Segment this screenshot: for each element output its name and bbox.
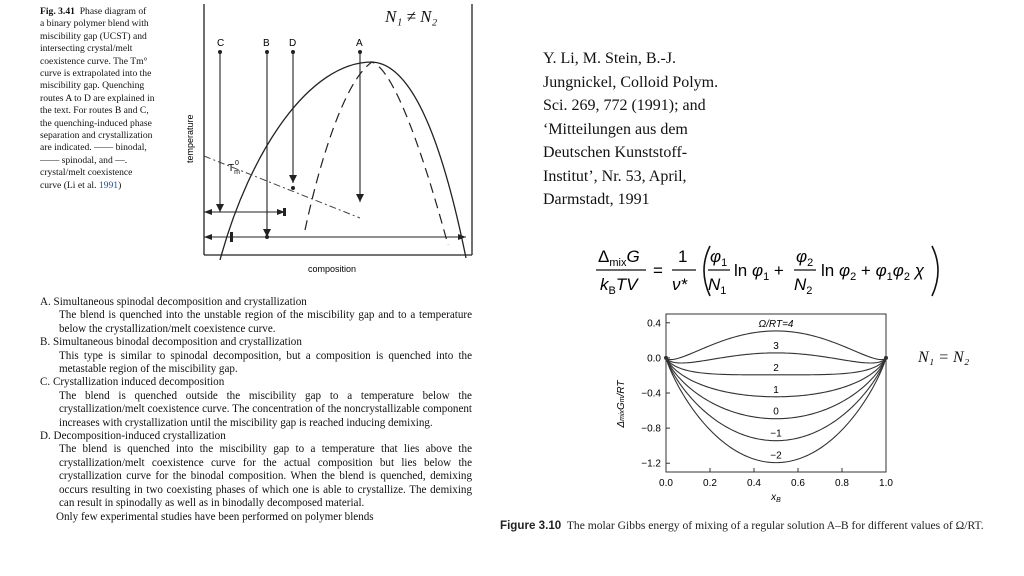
reference-line: Darmstadt, 1991 [543, 191, 650, 208]
reference-text [543, 47, 773, 212]
fig341-caption [40, 6, 182, 192]
curve-label: 0 [773, 406, 779, 418]
fig310-caption [500, 518, 1020, 534]
route-label-d: D [289, 38, 297, 49]
fig341-caption-year: 1991 [98, 179, 119, 191]
curve-label: −2 [770, 450, 782, 462]
fig341-caption-line: a binary polymer blend with [40, 18, 149, 30]
eq-t2-den: $N_2$ [794, 275, 813, 297]
curve-label: 3 [773, 340, 779, 352]
route-d-heading: D. Decomposition-induced crystallization [40, 430, 226, 443]
eq-t2-num: $\varphi_2$ [796, 247, 814, 269]
fig341-caption-line: —— spinodal, and —. [40, 154, 128, 166]
endpoint [884, 356, 888, 360]
fig341-caption-line: curve (Li et al. [40, 179, 99, 191]
reference-line: Jungnickel, Colloid Polym. [543, 73, 719, 91]
fig341-caption-end: ) [118, 179, 122, 191]
x-tick-label: 0.6 [791, 478, 805, 489]
route-d-arrow [289, 175, 297, 183]
eq-lhs-den: $k_BTV$ [600, 275, 638, 297]
route-a-heading: A. Simultaneous spinodal decomposition and crystallization [40, 296, 307, 308]
route-a-dot [358, 50, 362, 54]
y-tick-label: 0.4 [647, 318, 661, 330]
x-tick-label: 0.2 [703, 478, 717, 489]
eq-rparen [932, 246, 938, 296]
eq-t1-num: $\varphi_1$ [710, 247, 728, 269]
x-tick-label: 0.0 [659, 478, 673, 489]
reference-line: ‘Mitteilungen aus dem [543, 120, 688, 138]
fig310-caption-text: The molar Gibbs energy of mixing of a regular solution A–B for different values of Ω/RT. [566, 519, 984, 532]
n1-eq-n2-label: N₁ = N₂ [918, 349, 970, 366]
x-tick-label: 0.4 [747, 478, 761, 489]
route-c-marker [283, 208, 286, 216]
curve-label: 1 [773, 384, 779, 396]
tm-label: $T_m0$ [228, 160, 240, 176]
route-label-b: B [263, 38, 270, 49]
flory-huggins-equation [592, 238, 952, 302]
y-tick-label: −1.2 [641, 458, 661, 470]
route-label-a: A [356, 38, 363, 49]
fig341-caption-line: are indicated. —— binodal, [40, 142, 147, 154]
phase-y-label: temperature [185, 114, 195, 163]
reference-line: Deutschen Kunststoff- [543, 144, 688, 161]
curve-label: Ω/RT=4 [758, 318, 794, 330]
route-b-dot [265, 50, 269, 54]
route-c-dot [218, 50, 222, 54]
curve-label: −1 [770, 428, 782, 440]
reference-line: Institut’, Nr. 53, April, [543, 167, 687, 185]
eq-t1-den: $N_1$ [708, 275, 727, 297]
curve-label: 2 [773, 362, 779, 374]
eq-lhs-num: $\Delta_{mix}G$ [598, 247, 640, 269]
reference-line: Y. Li, M. Stein, B.-J. [543, 50, 677, 67]
tie-arrow-left [204, 209, 212, 215]
fig341-caption-line: intersecting crystal/melt [40, 43, 133, 55]
trailing-line: Only few experimental studies have been performed on polymer blends [56, 510, 374, 523]
endpoint [664, 356, 668, 360]
route-a-body: The blend is quenched into the unstable region of the miscibility gap and to a temperature below the crystallization/melt coexistence curve. [59, 309, 472, 335]
route-d-body: The blend is quenched into the miscibility gap to a temperature that lies above the crystallization/melt coexistence curve for the actual composition but lies below the crystallization curve for the binodal composition. When the blend is quenched, demixing occurs resulting in two coexisting phases of which one is able to crystallize. The demixing can result in spinodally as well as in binodally decomposed material. [59, 443, 472, 510]
fig341-caption-text [40, 6, 155, 191]
fig341-caption-line: routes A to D are explained in [40, 92, 155, 104]
fig341-caption-line: coexistence curve. The Tm° [40, 55, 148, 67]
fig341-caption-line: miscibility gap (UCST) and [40, 30, 147, 42]
y-tick-label: 0.0 [647, 353, 661, 365]
tie-arrow-left-b [204, 234, 212, 240]
gibbs-energy-chart [610, 308, 900, 508]
fig341-label: Fig. 3.41 [40, 6, 75, 17]
routes-list [40, 296, 472, 524]
x-tick-label: 0.8 [835, 478, 849, 489]
route-a-arrow [356, 194, 364, 202]
chart-ylabel: ΔmixGm/RT [616, 380, 627, 428]
eq-coef-num: 1 [678, 247, 688, 266]
eq-coef-den: ν* [672, 275, 688, 294]
phase-diagram [180, 0, 480, 280]
route-c-body: The blend is quenched outside the miscibility gap to a temperature below the crystallization/melt coexistence curve. The concentration of the noncrystallizable component increases with crystallization until the miscibility gap is reached inducing demixing. [59, 389, 472, 429]
y-tick-label: −0.8 [641, 423, 661, 435]
fig341-caption-line: the text. For routes B and C, [40, 105, 149, 117]
route-c-arrow [216, 204, 224, 212]
eq-t1-ln: $\ln \varphi_1$ + [734, 261, 784, 283]
chart-xlabel: $x_B$ [771, 492, 781, 504]
fig310-label: Figure 3.10 [500, 519, 562, 532]
fig341-caption-line: crystal/melt coexistence [40, 167, 133, 179]
eq-equals: = [653, 261, 663, 280]
n1-neq-n2-label: N₁ ≠ N₂ [385, 7, 438, 26]
route-b-marker [230, 232, 233, 242]
route-d-dot [291, 50, 295, 54]
curve-omega-3 [666, 353, 886, 363]
route-b-end [265, 235, 269, 239]
binodal-curve [220, 62, 466, 260]
fig341-caption-line: the quenching-induced phase [40, 117, 152, 129]
route-d-end [291, 186, 295, 190]
spinodal-curve [305, 62, 448, 245]
eq-t2-ln: $\ln \varphi_2 + \varphi_1\varphi_2$ χ [821, 261, 925, 283]
y-tick-label: −0.4 [641, 388, 661, 400]
route-b-heading: B. Simultaneous binodal decomposition and crystallization [40, 336, 302, 349]
x-tick-label: 1.0 [879, 478, 893, 489]
fig341-caption-line: separation and crystallization [40, 130, 153, 142]
fig341-caption-line: Phase diagram of [79, 6, 147, 17]
route-c-heading: C. Crystallization induced decomposition [40, 376, 225, 389]
fig341-caption-line: miscibility gap. Quenching [40, 80, 145, 92]
reference-line: Sci. 269, 772 (1991); and [543, 97, 706, 114]
route-b-body: This type is similar to spinodal decomposition, but a composition is quenched into the metastable region of the miscibility gap. [59, 349, 472, 376]
phase-x-label: composition [308, 264, 357, 274]
route-label-c: C [217, 38, 225, 49]
fig341-caption-line: curve is extrapolated into the [40, 68, 152, 80]
